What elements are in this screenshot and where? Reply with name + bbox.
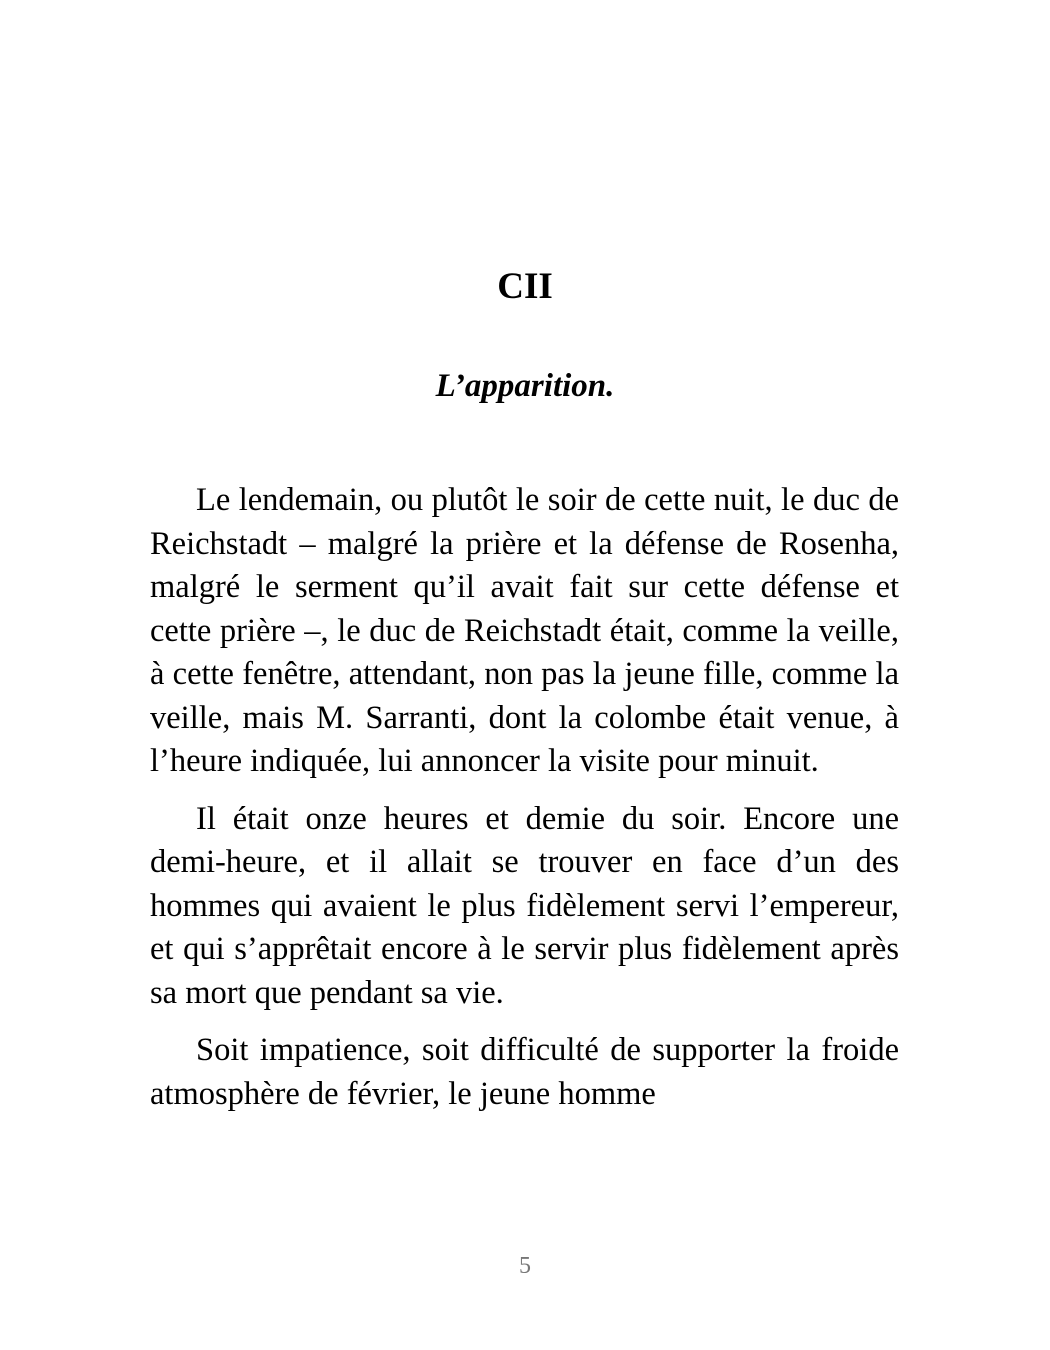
chapter-title: L’apparition. xyxy=(435,368,615,404)
paragraph-2: Il était onze heures et demie du soir. Encore une demi-heure, et il allait se trouver en face d’un des hommes qui avaient le plus fidèlement servi l’empereur, et qui s’apprêtait encore à le servir plus fidèlement après sa mort que pendant sa vie. xyxy=(150,800,899,1011)
page-number: 5 xyxy=(519,1253,531,1279)
paragraph-1: Le lendemain, ou plutôt le soir de cette nuit, le duc de Reichstadt – malgré la prière et la défense de Rosenha, malgré le serment qu’il avait fait sur cette défense et cette prière –, le duc de Reichstadt était, comme la veille, à cette fenêtre, attendant, non pas la jeune fille, comme la veille, mais M. Sarranti, dont la colombe était venue, à l’heure indiquée, lui annoncer la visite pour minuit. xyxy=(150,482,899,779)
body-text xyxy=(150,479,899,1130)
paragraph-3: Soit impatience, soit difficulté de supporter la froide atmosphère de février, le jeune homme xyxy=(150,1032,899,1112)
chapter-number: CII xyxy=(497,266,553,307)
